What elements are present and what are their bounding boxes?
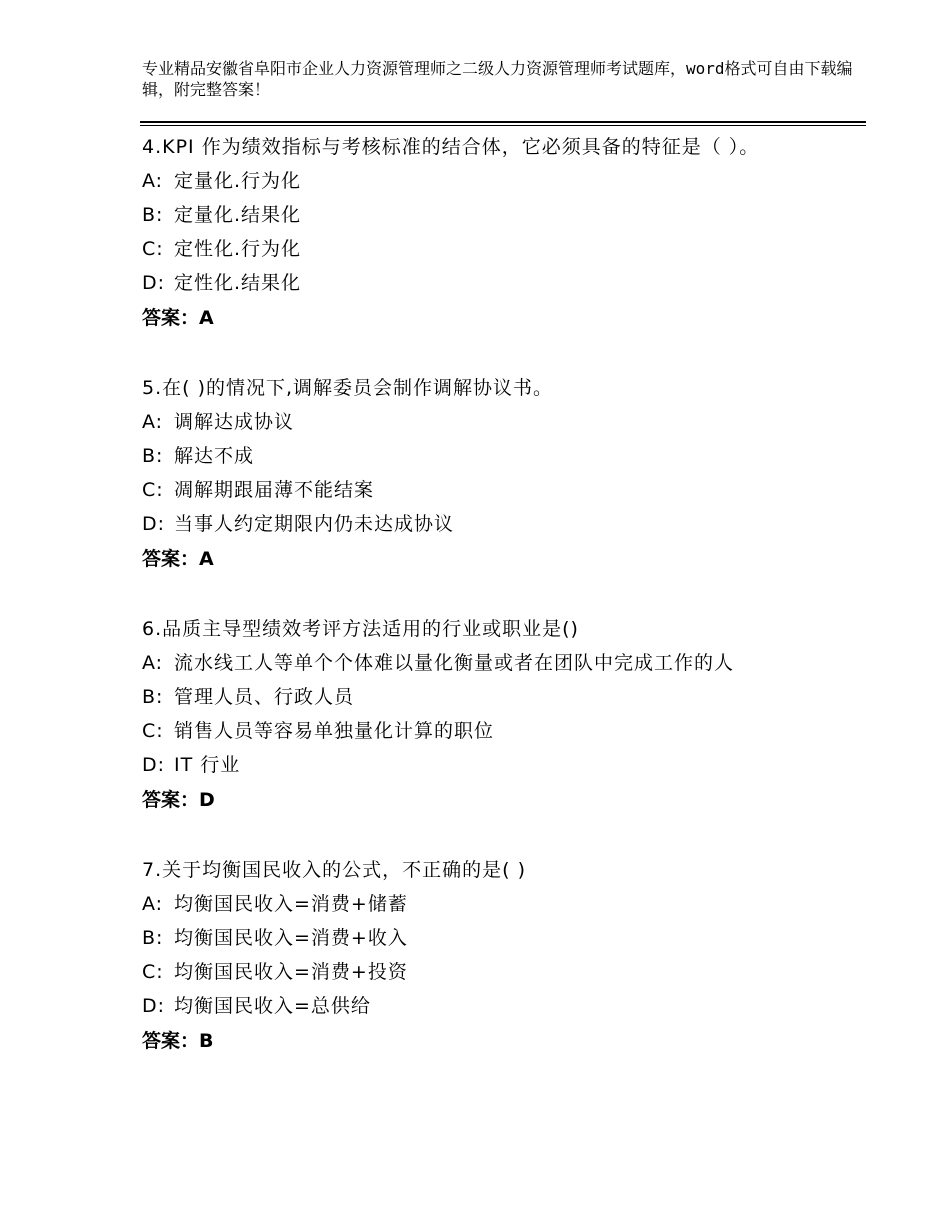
option-text: IT 行业 [174, 754, 241, 776]
option-c [142, 714, 862, 748]
answer: 答案：A [142, 548, 214, 570]
option-text: 调解达成协议 [174, 411, 295, 433]
header-rule-thin [140, 125, 866, 126]
option-a [142, 887, 862, 921]
option-b [142, 680, 862, 714]
option-c [142, 232, 862, 266]
option-label: D: [142, 995, 166, 1017]
option-a [142, 164, 862, 198]
question-4 [142, 130, 862, 336]
option-label: C: [142, 479, 164, 501]
option-label: D: [142, 513, 166, 535]
option-text: 流水线工人等单个个体难以量化衡量或者在团队中完成工作的人 [174, 652, 735, 674]
option-text: 定量化.结果化 [174, 204, 302, 226]
header-rule-thick [140, 121, 866, 123]
question-stem: 6.品质主导型绩效考评方法适用的行业或职业是() [142, 618, 579, 640]
option-label: C: [142, 238, 164, 260]
option-label: B: [142, 204, 164, 226]
option-text: 均衡国民收入=消费+收入 [174, 927, 408, 949]
option-label: C: [142, 961, 164, 983]
spacer [142, 577, 862, 612]
question-5 [142, 371, 862, 577]
option-d [142, 507, 862, 541]
option-d [142, 748, 862, 782]
option-label: D: [142, 754, 166, 776]
option-text: 当事人约定期限内仍未达成协议 [174, 513, 455, 535]
question-stem: 7.关于均衡国民收入的公式，不正确的是( ) [142, 859, 526, 881]
option-d [142, 989, 862, 1023]
option-a [142, 405, 862, 439]
option-label: A: [142, 170, 164, 192]
option-label: B: [142, 686, 164, 708]
option-text: 均衡国民收入=总供给 [174, 995, 371, 1017]
option-b [142, 921, 862, 955]
option-text: 定性化.行为化 [174, 238, 302, 260]
answer: 答案：A [142, 307, 214, 329]
option-label: A: [142, 652, 164, 674]
option-label: A: [142, 411, 164, 433]
question-stem: 5.在( )的情况下,调解委员会制作调解协议书。 [142, 377, 554, 399]
option-a [142, 646, 862, 680]
option-text: 均衡国民收入=消费+储蓄 [174, 893, 408, 915]
option-b [142, 198, 862, 232]
option-d [142, 266, 862, 300]
option-label: A: [142, 893, 164, 915]
option-c [142, 955, 862, 989]
option-label: C: [142, 720, 164, 742]
option-text: 凋解期跟届薄不能结案 [174, 479, 375, 501]
answer: 答案：B [142, 1030, 214, 1052]
spacer [142, 336, 862, 371]
option-text: 管理人员、行政人员 [174, 686, 355, 708]
option-b [142, 439, 862, 473]
option-text: 定量化.行为化 [174, 170, 302, 192]
option-c [142, 473, 862, 507]
question-stem: 4.KPI 作为绩效指标与考核标准的结合体，它必须具备的特征是（ ）。 [142, 136, 760, 158]
option-label: D: [142, 272, 166, 294]
option-label: B: [142, 927, 164, 949]
option-text: 定性化.结果化 [174, 272, 302, 294]
option-label: B: [142, 445, 164, 467]
option-text: 解达不成 [174, 445, 255, 467]
option-text: 销售人员等容易单独量化计算的职位 [174, 720, 495, 742]
question-list [142, 130, 862, 1059]
spacer [142, 818, 862, 853]
option-text: 均衡国民收入=消费+投资 [174, 961, 408, 983]
question-6 [142, 612, 862, 818]
document-header: 专业精品安徽省阜阳市企业人力资源管理师之二级人力资源管理师考试题库，word格式可自由下载编辑，附完整答案！ [142, 59, 853, 99]
answer: 答案：D [142, 789, 215, 811]
question-7 [142, 853, 862, 1059]
